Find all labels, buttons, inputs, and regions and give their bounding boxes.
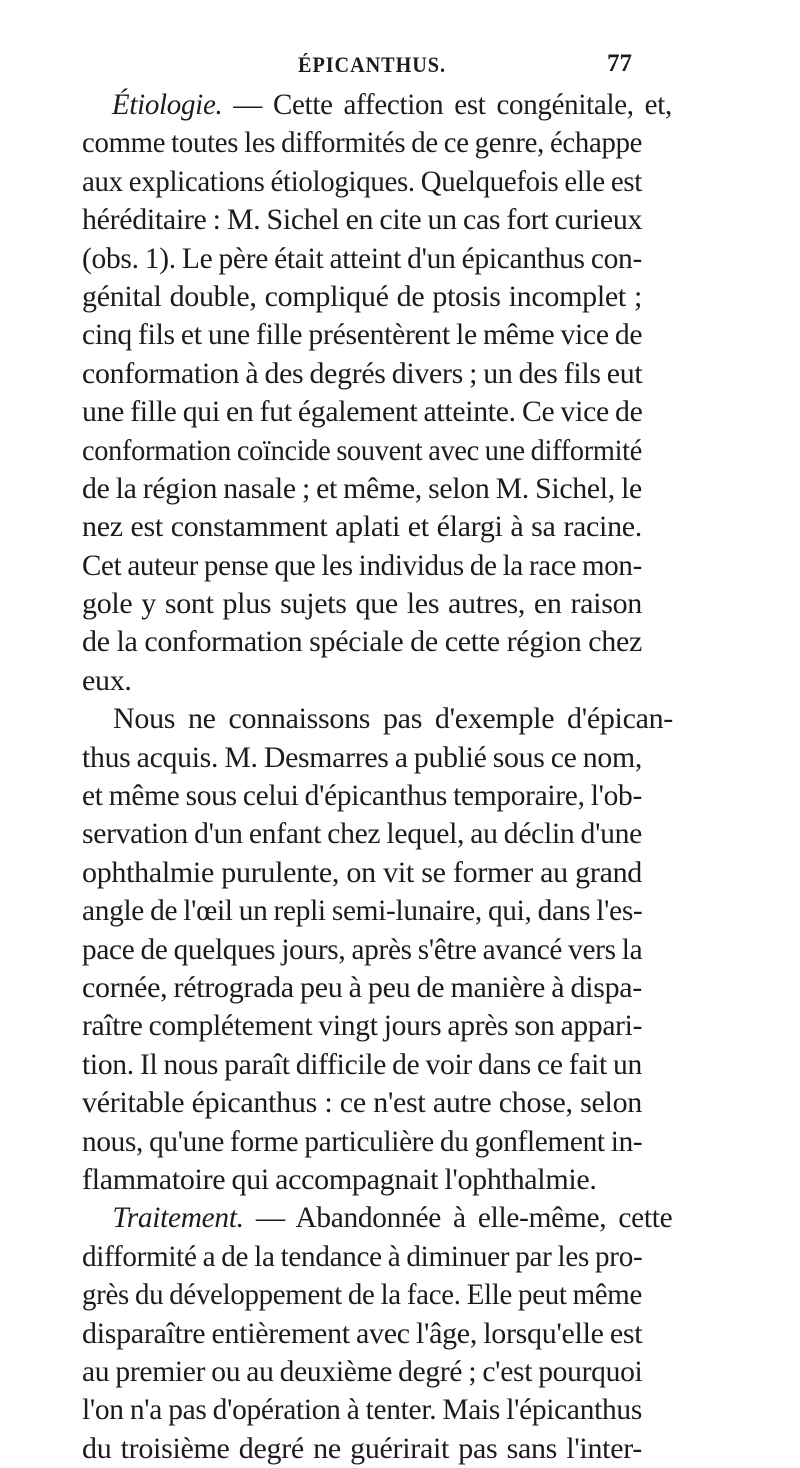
text-line: pace de quelques jours, après s'être avancé vers la bbox=[82, 932, 643, 966]
page-number: 77 bbox=[607, 50, 632, 77]
text-line: nez est constamment aplati et élargi à sa racine. bbox=[82, 510, 642, 544]
text-line bbox=[82, 1199, 672, 1237]
text-line: nous, qu'une forme particulière du gonflement in- bbox=[82, 1124, 643, 1158]
text-line: une fille qui en fut également atteinte. Ce vice de bbox=[82, 395, 643, 429]
text-line: au premier ou au deuxième degré ; c'est pourquoi bbox=[82, 1354, 643, 1388]
text-line: de la région nasale ; et même, selon M. Sichel, le bbox=[82, 471, 642, 505]
text-line: disparaître entièrement avec l'âge, lorsqu'elle est bbox=[82, 1316, 643, 1350]
text-line: difformité a de la tendance à diminuer par les pro- bbox=[82, 1239, 643, 1273]
text-line: raître complétement vingt jours après son appari- bbox=[82, 1009, 643, 1043]
text-line: thus acquis. M. Desmarres a publié sous ce nom, bbox=[82, 740, 642, 774]
text-line: comme toutes les difformités de ce genre, échappe bbox=[82, 126, 643, 160]
text-line: eux. bbox=[82, 663, 132, 697]
text-line: servation d'un enfant chez lequel, au déclin d'une bbox=[82, 817, 643, 851]
text-line: (obs. 1). Le père était atteint d'un épicanthus con- bbox=[82, 241, 643, 275]
running-title: ÉPICANTHUS. bbox=[298, 52, 446, 77]
text-line: et même sous celui d'épicanthus temporaire, l'ob- bbox=[82, 779, 642, 813]
text-line: l'on n'a pas d'opération à tenter. Mais l'épicanthus bbox=[82, 1393, 642, 1427]
section-heading: Traitement. bbox=[112, 1201, 244, 1235]
running-head bbox=[112, 52, 632, 82]
text-line: flammatoire qui accompagnait l'ophthalmie. bbox=[82, 1162, 597, 1196]
text-line: Nous ne connaissons pas d'exemple d'épican- bbox=[113, 702, 673, 736]
line-text: — Cette affection est congénitale, et, bbox=[233, 88, 672, 121]
text-line: ophthalmie purulente, on vit se former au grand bbox=[82, 855, 642, 889]
text-line: aux explications étiologiques. Quelquefois elle est bbox=[82, 164, 642, 198]
text-line: conformation à des degrés divers ; un des fils eut bbox=[82, 356, 643, 390]
text-line: génital double, compliqué de ptosis incomplet ; bbox=[82, 279, 642, 313]
text-line: gole y sont plus sujets que les autres, en raison bbox=[82, 587, 642, 621]
text-line: Cet auteur pense que les individus de la race mon- bbox=[82, 548, 642, 582]
body-text bbox=[82, 86, 673, 1468]
text-line bbox=[82, 86, 672, 124]
section-heading: Étiologie. bbox=[111, 88, 223, 121]
text-line: du troisième degré ne guérirait pas sans l'inter- bbox=[82, 1431, 642, 1465]
text-line: grès du développement de la face. Elle peut même bbox=[82, 1278, 643, 1312]
text-line: angle de l'œil un repli semi-lunaire, qui, dans l'es- bbox=[82, 894, 643, 928]
text-line: véritable épicanthus : ce n'est autre chose, selon bbox=[82, 1086, 642, 1120]
text-line: conformation coïncide souvent avec une difformité bbox=[82, 433, 643, 467]
text-line: héréditaire : M. Sichel en cite un cas fort curieux bbox=[82, 203, 643, 237]
text-line: de la conformation spéciale de cette région chez bbox=[82, 625, 642, 659]
line-text: — Abandonnée à elle-même, cette bbox=[255, 1201, 673, 1235]
text-line: cornée, rétrograda peu à peu de manière à dispa- bbox=[82, 970, 642, 1004]
text-line: cinq fils et une fille présentèrent le même vice de bbox=[82, 318, 643, 352]
text-line: tion. Il nous paraît difficile de voir dans ce fait un bbox=[82, 1047, 643, 1081]
